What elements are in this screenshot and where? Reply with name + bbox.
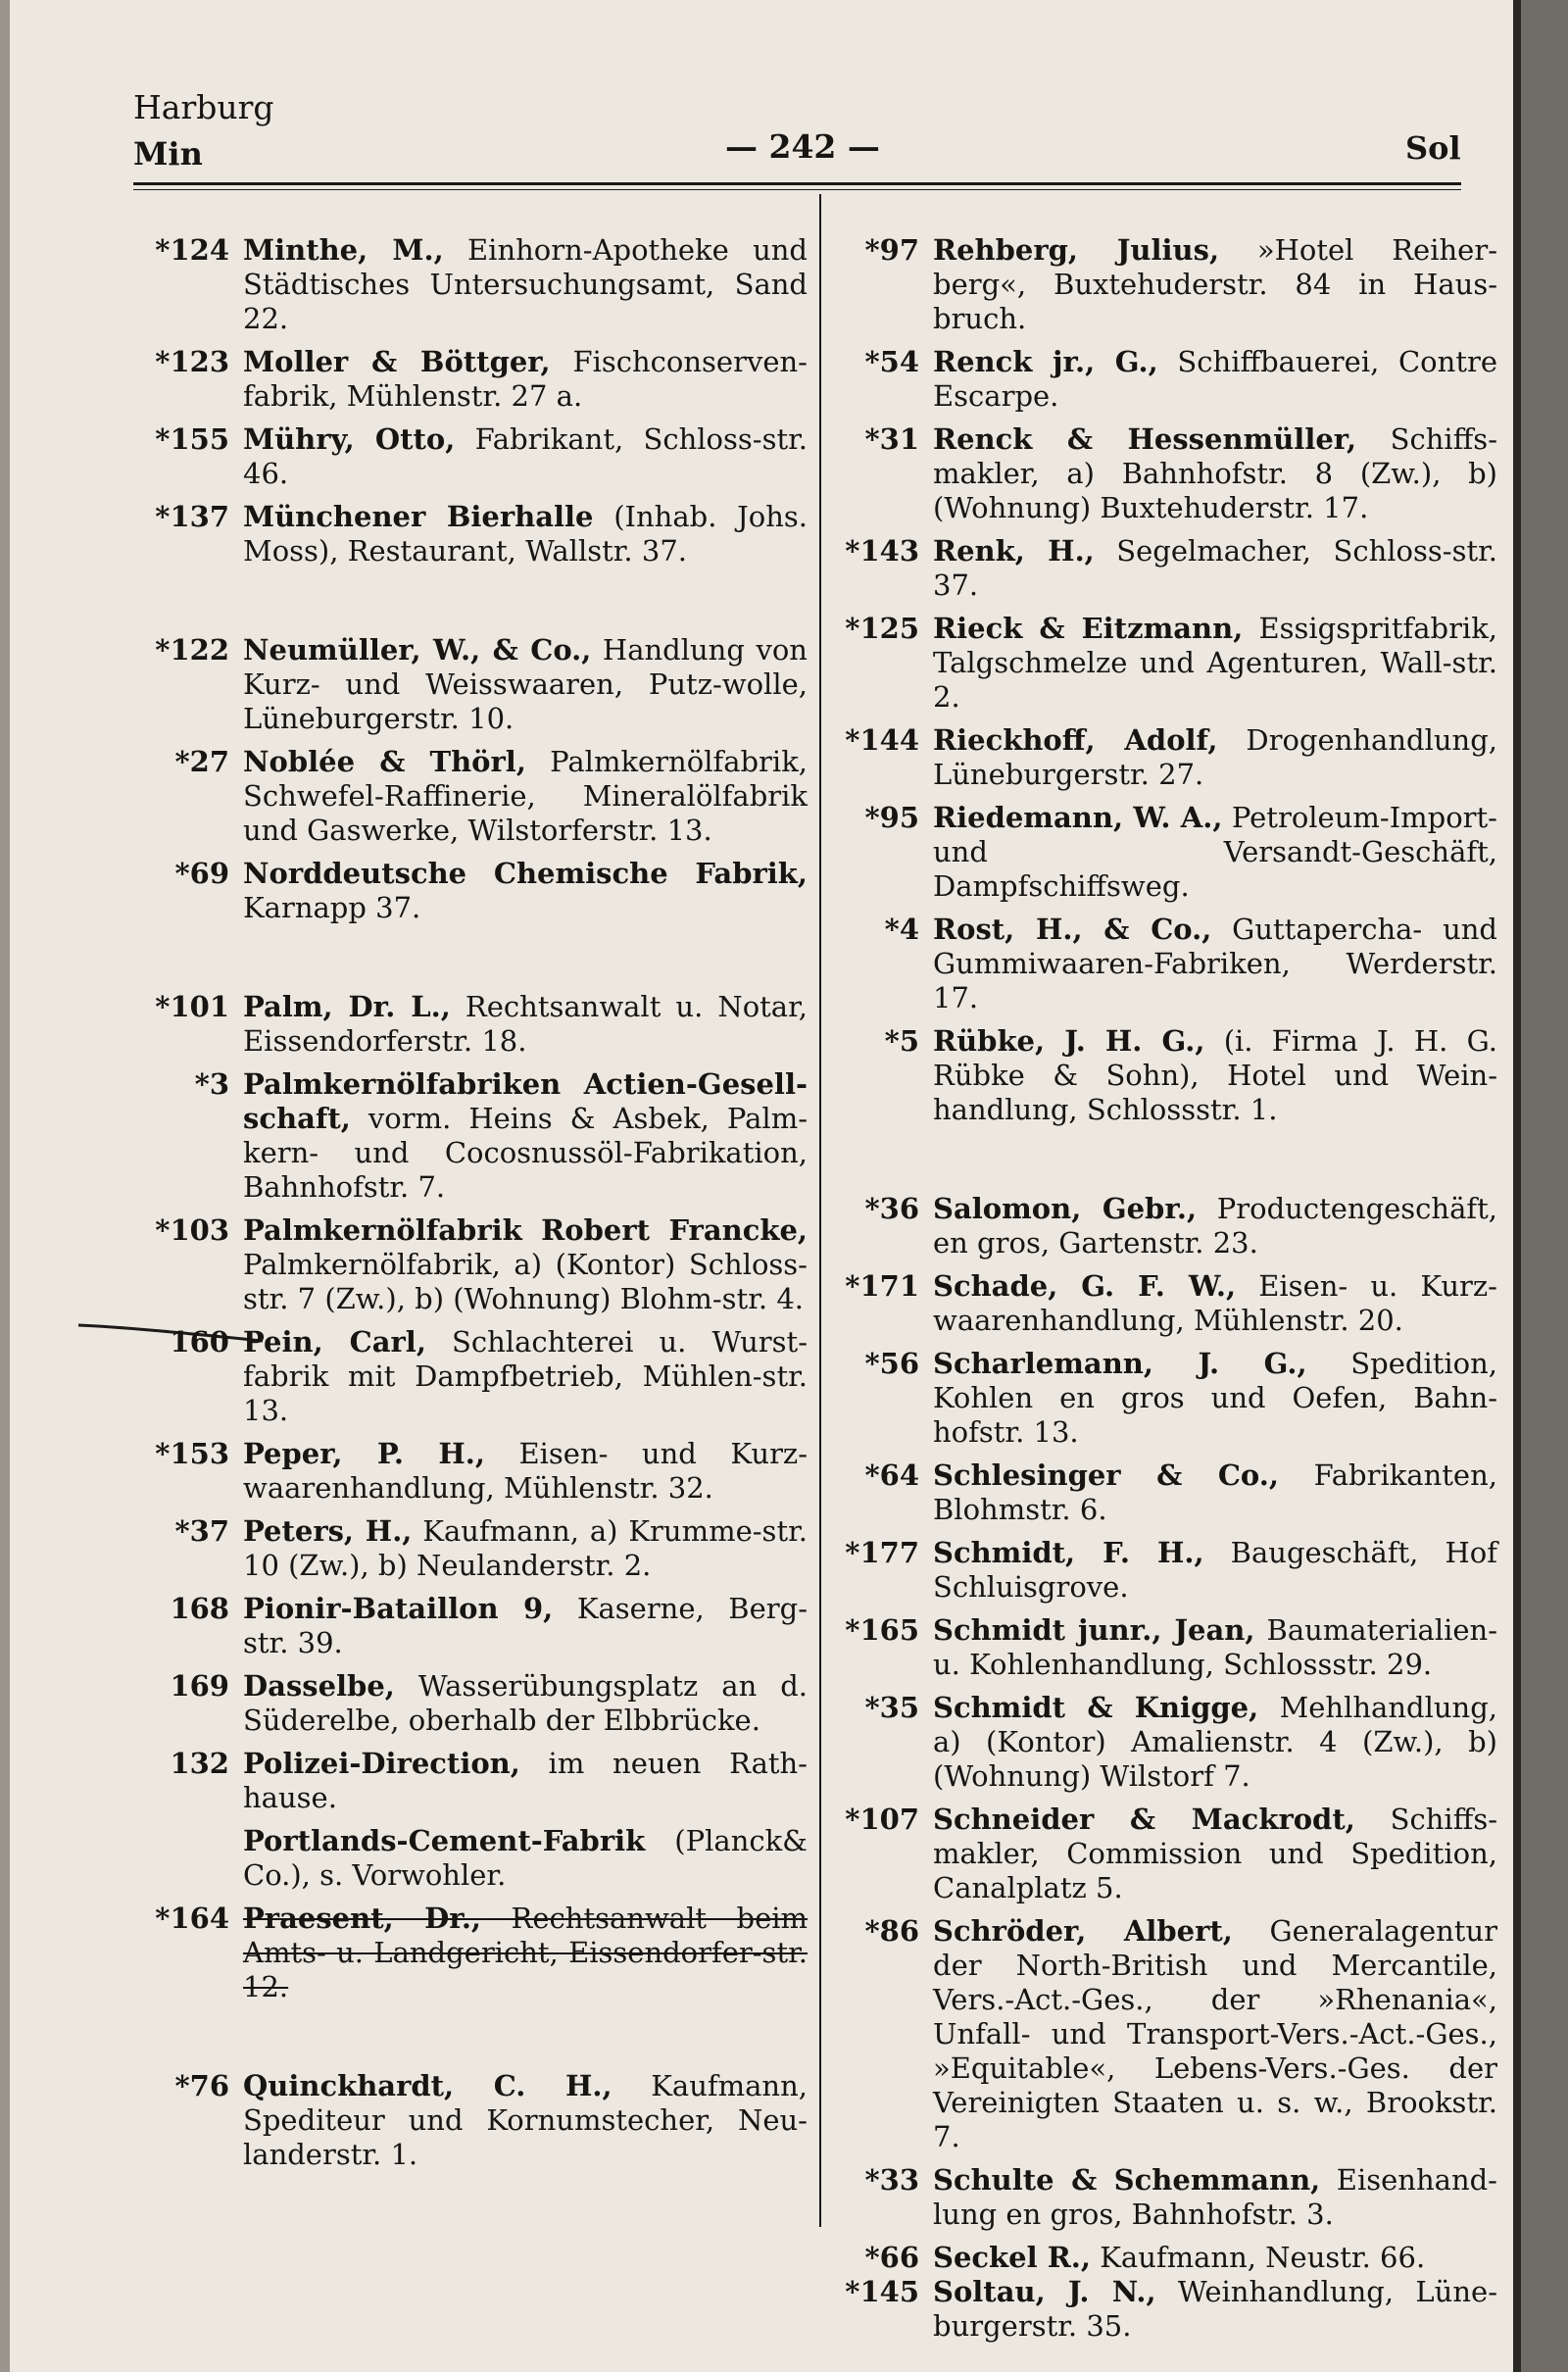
- entry-text: (Planck& Co.), s. Vorwohler.: [243, 1824, 808, 1892]
- entry-text: Mehlhandlung, a) (Kontor) Amalienstr. 4 (Zw.), b) (Wohnung) Wilstorf 7.: [933, 1691, 1498, 1793]
- entry-number: 168: [170, 1592, 229, 1625]
- entry-text: Schiffbauerei, Contre Escarpe.: [933, 345, 1497, 413]
- entry-name: Rost, H., & Co.,: [933, 913, 1212, 946]
- entry-text: Karnapp 37.: [243, 891, 421, 924]
- entry-name: Palmkernölfabrik Robert Francke,: [243, 1213, 808, 1247]
- entry-text: Spedition, Kohlen en gros und Oefen, Bahn-hofstr. 13.: [933, 1347, 1497, 1449]
- directory-entry: [131, 1213, 808, 1316]
- entry-number: *56: [864, 1347, 919, 1380]
- directory-entry: [821, 2163, 1497, 2232]
- entry-name: Seckel R.,: [933, 2241, 1092, 2274]
- directory-entry: [821, 1347, 1497, 1450]
- directory-entry: [131, 1514, 808, 1583]
- directory-entry: [821, 913, 1497, 1015]
- struck-directory-entry: [131, 1902, 808, 2004]
- entry-name: Rieckhoff, Adolf,: [933, 723, 1218, 757]
- entry-text: Schlachterei u. Wurst-fabrik mit Dampfbetrieb, Mühlen-str. 13.: [243, 1325, 808, 1427]
- directory-entry: [821, 345, 1497, 414]
- entry-name: Rieck & Eitzmann,: [933, 612, 1244, 645]
- entry-text: Guttapercha- und Gummiwaaren-Fabriken, Werderstr. 17.: [933, 913, 1497, 1014]
- left-column: [131, 233, 808, 2172]
- directory-entry: [131, 233, 808, 336]
- entry-number: *171: [845, 1269, 919, 1303]
- directory-entry: [821, 233, 1497, 336]
- entry-number: *137: [155, 500, 229, 533]
- entry-text: Kaserne, Berg-str. 39.: [243, 1592, 808, 1659]
- entry-number: *37: [174, 1514, 229, 1548]
- entry-number: *122: [155, 633, 229, 667]
- directory-entry: [131, 857, 808, 925]
- entry-number: *5: [884, 1024, 919, 1058]
- entry-number: *64: [864, 1458, 919, 1492]
- entry-text: Baugeschäft, Hof Schluisgrove.: [933, 1536, 1497, 1604]
- entry-text: Rechtsanwalt u. Notar, Eissendorferstr. 18.: [243, 990, 808, 1058]
- directory-entry: [131, 633, 808, 736]
- entry-text: Fabrikant, Schloss-str. 46.: [243, 422, 808, 490]
- entry-text: Palmkernölfabrik, a) (Kontor) Schloss-str. 7 (Zw.), b) (Wohnung) Blohm-str. 4.: [243, 1248, 808, 1315]
- entry-text: »Hotel Reiher-berg«, Buxtehuderstr. 84 in Haus-bruch.: [933, 233, 1497, 335]
- entry-number: *86: [864, 1914, 919, 1948]
- header-place: Harburg: [133, 88, 274, 126]
- entry-number: *165: [845, 1613, 919, 1647]
- entry-name: Noblée & Thörl,: [243, 745, 526, 778]
- entry-number: *107: [845, 1803, 919, 1836]
- entry-text: Handlung von Kurz- und Weisswaaren, Putz-wolle, Lüneburgerstr. 10.: [243, 633, 808, 735]
- entry-number: *4: [884, 913, 919, 946]
- entry-text: Drogenhandlung, Lüneburgerstr. 27.: [933, 723, 1497, 791]
- entry-number: *69: [174, 857, 229, 890]
- entry-text: Eisenhand-lung en gros, Bahnhofstr. 3.: [933, 2163, 1497, 2231]
- header-rule-thin: [133, 189, 1461, 190]
- directory-entry: [131, 1437, 808, 1506]
- entry-text: im neuen Rath-hause.: [243, 1747, 808, 1814]
- entry-text: Einhorn-Apotheke und Städtisches Untersuchungsamt, Sand 22.: [243, 233, 808, 335]
- entry-name: Renck jr., G.,: [933, 345, 1158, 378]
- directory-entry: [821, 1613, 1497, 1682]
- entry-text: Productengeschäft, en gros, Gartenstr. 23.: [933, 1192, 1497, 1260]
- entry-text: Kaufmann, Spediteur und Kornumstecher, Neu-landerstr. 1.: [243, 2069, 808, 2171]
- page-left-edge: [0, 0, 10, 2372]
- entry-number: *123: [155, 345, 229, 378]
- entry-name: Riedemann, W. A.,: [933, 801, 1223, 834]
- entry-text: Generalagentur der North-British und Mercantile, Vers.-Act.-Ges., der »Rhenania«, Unfall- und Transport-Vers.-Act.-Ges., »Equitable«, Lebens-Vers.-Ges. der Vereinigten Staaten u. s. w., Brookstr. 7.: [933, 1914, 1497, 2153]
- directory-entry: [131, 1067, 808, 1205]
- entry-text: Schiffs-makler, Commission und Spedition, Canalplatz 5.: [933, 1803, 1497, 1904]
- entry-text: (Inhab. Johs. Moss), Restaurant, Wallstr. 37.: [243, 500, 808, 568]
- entry-name: Schmidt junr., Jean,: [933, 1613, 1255, 1647]
- entry-number: *144: [845, 723, 919, 757]
- entry-text: Fabrikanten, Blohmstr. 6.: [933, 1458, 1497, 1526]
- directory-entry: [131, 500, 808, 568]
- directory-entry: [131, 1747, 808, 1815]
- entry-number: *27: [174, 745, 229, 778]
- entry-text: Schiffs-makler, a) Bahnhofstr. 8 (Zw.), b) (Wohnung) Buxtehuderstr. 17.: [933, 422, 1497, 524]
- entry-text: Segelmacher, Schloss-str. 37.: [933, 534, 1498, 602]
- entry-number: *101: [155, 990, 229, 1023]
- directory-entry: [131, 2069, 808, 2172]
- entry-name: Schlesinger & Co.,: [933, 1458, 1279, 1492]
- entry-name: Schröder, Albert,: [933, 1914, 1233, 1948]
- entry-number: *125: [845, 612, 919, 645]
- entry-text: Eisen- u. Kurz-waarenhandlung, Mühlenstr. 20.: [933, 1269, 1497, 1337]
- directory-entry: [131, 1325, 808, 1428]
- entry-number: *3: [194, 1067, 229, 1101]
- entry-name: Portlands-Cement-Fabrik: [243, 1824, 646, 1857]
- entry-name: Polizei-Direction,: [243, 1747, 520, 1780]
- entry-name: Palm, Dr. L.,: [243, 990, 451, 1023]
- entry-number: *103: [155, 1213, 229, 1247]
- entry-text: Kaufmann, a) Krumme-str. 10 (Zw.), b) Neulanderstr. 2.: [243, 1514, 808, 1582]
- entry-number: *155: [155, 422, 229, 456]
- directory-entry: [821, 1024, 1497, 1127]
- entry-number: 132: [170, 1747, 229, 1780]
- entry-text: (i. Firma J. H. G. Rübke & Sohn), Hotel und Wein-handlung, Schlossstr. 1.: [933, 1024, 1497, 1126]
- entry-name: Schmidt & Knigge,: [933, 1691, 1259, 1724]
- right-column: [821, 233, 1497, 2344]
- entry-name: Schneider & Mackrodt,: [933, 1803, 1355, 1836]
- entry-name: Schmidt, F. H.,: [933, 1536, 1204, 1569]
- directory-entry: [821, 1536, 1497, 1605]
- directory-entry: [821, 534, 1497, 603]
- entry-number: *54: [864, 345, 919, 378]
- entry-number: *164: [155, 1902, 229, 1935]
- entry-text: Baumaterialien- u. Kohlenhandlung, Schlossstr. 29.: [933, 1613, 1498, 1681]
- directory-entry: [821, 1914, 1497, 2154]
- directory-entry: [131, 1669, 808, 1738]
- directory-entry: [821, 2241, 1497, 2275]
- directory-entry: [131, 1592, 808, 1660]
- entry-name: Soltau, J. N.,: [933, 2275, 1156, 2308]
- directory-entry: [821, 723, 1497, 792]
- entry-name: Pein, Carl,: [243, 1325, 426, 1359]
- entry-number: *153: [155, 1437, 229, 1470]
- entry-text: Kaufmann, Neustr. 66.: [1091, 2241, 1426, 2274]
- directory-entry: [821, 1269, 1497, 1338]
- entry-name: Scharlemann, J. G.,: [933, 1347, 1307, 1380]
- entry-number: *143: [845, 534, 919, 568]
- entry-name: Dasselbe,: [243, 1669, 395, 1703]
- directory-entry: [821, 1803, 1497, 1905]
- header-range-start: Min: [133, 135, 203, 173]
- entry-number: *177: [845, 1536, 919, 1569]
- entry-name: Schade, G. F. W.,: [933, 1269, 1237, 1303]
- entry-text: Rechtsanwalt beim Amts- u. Landgericht, Eissendorfer-str. 12.: [243, 1902, 808, 2003]
- entry-text: Wasserübungsplatz an d. Süderelbe, oberhalb der Elbbrücke.: [243, 1669, 808, 1737]
- entry-name: Peper, P. H.,: [243, 1437, 485, 1470]
- entry-text: Essigspritfabrik, Talgschmelze und Agenturen, Wall-str. 2.: [933, 612, 1497, 714]
- header-range-end: Sol: [1405, 129, 1461, 167]
- entry-number: 169: [170, 1669, 229, 1703]
- entry-name: Quinckhardt, C. H.,: [243, 2069, 612, 2102]
- entry-number: *97: [864, 233, 919, 267]
- entry-text: Petroleum-Import- und Versandt-Geschäft, Dampfschiffsweg.: [933, 801, 1497, 903]
- directory-entry: [131, 345, 808, 414]
- entry-name: Münchener Bierhalle: [243, 500, 594, 533]
- entry-number: *36: [864, 1192, 919, 1225]
- entry-name: Minthe, M.,: [243, 233, 444, 267]
- entry-name: Praesent, Dr.,: [243, 1902, 482, 1935]
- entry-text: vorm. Heins & Asbek, Palm-kern- und Cocosnussöl-Fabrikation, Bahnhofstr. 7.: [243, 1102, 808, 1204]
- directory-entry: [821, 1691, 1497, 1794]
- entry-name: Pionir-Bataillon 9,: [243, 1592, 554, 1625]
- entry-name: Rehberg, Julius,: [933, 233, 1220, 267]
- entry-name: Renk, H.,: [933, 534, 1095, 568]
- directory-entry: [821, 422, 1497, 525]
- entry-number: *33: [864, 2163, 919, 2197]
- directory-entry: [131, 990, 808, 1059]
- directory-entry: [821, 2275, 1497, 2344]
- page-number: — 242 —: [725, 127, 880, 166]
- entry-name: Mühry, Otto,: [243, 422, 456, 456]
- directory-entry: [821, 801, 1497, 904]
- entry-number: *124: [155, 233, 229, 267]
- entry-name: Neumüller, W., & Co.,: [243, 633, 592, 667]
- page-right-edge: [1521, 0, 1568, 2372]
- entry-number: *76: [174, 2069, 229, 2102]
- entry-name: Schulte & Schemmann,: [933, 2163, 1321, 2197]
- entry-name: Peters, H.,: [243, 1514, 413, 1548]
- entry-number: *66: [864, 2241, 919, 2274]
- entry-name: Salomon, Gebr.,: [933, 1192, 1198, 1225]
- entry-number: 160: [170, 1325, 229, 1359]
- directory-entry: [131, 1824, 808, 1893]
- entry-number: *95: [864, 801, 919, 834]
- directory-entry: [131, 745, 808, 848]
- directory-entry: [821, 1458, 1497, 1527]
- entry-name: Norddeutsche Chemische Fabrik,: [243, 857, 808, 890]
- entry-text: Palmkernölfabrik, Schwefel-Raffinerie, Mineralölfabrik und Gaswerke, Wilstorferstr. 13.: [243, 745, 808, 847]
- entry-text: Fischconserven-fabrik, Mühlenstr. 27 a.: [243, 345, 808, 413]
- page-gutter: [1513, 0, 1521, 2372]
- entry-name: Renck & Hessenmüller,: [933, 422, 1357, 456]
- header-rule: [133, 182, 1461, 185]
- entry-number: *31: [864, 422, 919, 456]
- directory-entry: [821, 612, 1497, 715]
- entry-text: Weinhandlung, Lüne-burgerstr. 35.: [933, 2275, 1497, 2343]
- entry-name: Palmkernölfabriken Actien-Gesell-schaft,: [243, 1067, 808, 1135]
- entry-number: *145: [845, 2275, 919, 2308]
- entry-name: Moller & Böttger,: [243, 345, 551, 378]
- entry-name: Rübke, J. H. G.,: [933, 1024, 1205, 1058]
- directory-entry: [131, 422, 808, 491]
- entry-text: Eisen- und Kurz-waarenhandlung, Mühlenstr. 32.: [243, 1437, 808, 1505]
- directory-entry: [821, 1192, 1497, 1260]
- entry-number: *35: [864, 1691, 919, 1724]
